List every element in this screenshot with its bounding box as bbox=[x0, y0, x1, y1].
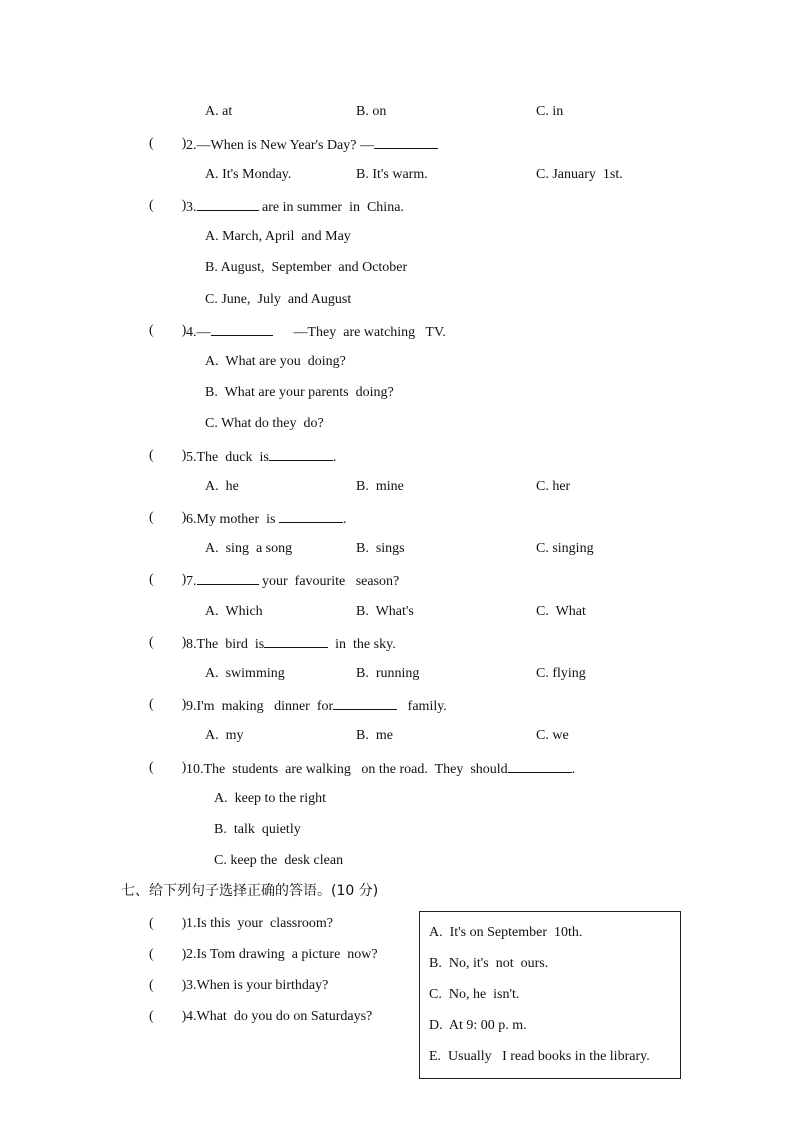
q2-blank bbox=[374, 135, 438, 149]
q4-question bbox=[186, 322, 446, 342]
q4-text-pre: 4.— bbox=[186, 325, 211, 340]
q10-question bbox=[186, 759, 575, 779]
q8-text-post: in the sky. bbox=[328, 637, 396, 652]
q3-option-c: C. June, July and August bbox=[205, 292, 352, 307]
q7-option-a: A. Which bbox=[205, 604, 263, 619]
q3-answer-paren: ( ) bbox=[149, 198, 187, 213]
q3-text-post: are in summer in China. bbox=[258, 200, 404, 215]
q4-answer-paren: ( ) bbox=[149, 323, 187, 338]
answer-choices-box bbox=[419, 911, 681, 1079]
q8-text-pre: 8.The bird is bbox=[186, 637, 265, 652]
q9-text-post: family. bbox=[397, 699, 447, 714]
q9-option-b: B. me bbox=[356, 728, 393, 743]
section7-heading: 七、给下列句子选择正确的答语。(10 分) bbox=[121, 883, 379, 899]
s7-q3-paren: ( ) bbox=[149, 978, 187, 993]
answer-d: D. At 9: 00 p. m. bbox=[429, 1018, 527, 1033]
q10-text-post: . bbox=[571, 762, 576, 777]
q6-option-a: A. sing a song bbox=[205, 541, 293, 556]
q9-text-pre: 9.I'm making dinner for bbox=[186, 699, 334, 714]
q6-question bbox=[186, 509, 346, 529]
q4-option-c: C. What do they do? bbox=[205, 416, 324, 431]
q2-option-b: B. It's warm. bbox=[356, 167, 428, 182]
q8-question bbox=[186, 634, 396, 654]
q7-option-c: C. What bbox=[536, 604, 586, 619]
q2-text: 2.—When is New Year's Day? — bbox=[186, 138, 374, 153]
q6-answer-paren: ( ) bbox=[149, 510, 187, 525]
q5-question bbox=[186, 447, 336, 467]
q8-answer-paren: ( ) bbox=[149, 635, 187, 650]
q7-text-pre: 7. bbox=[186, 574, 197, 589]
answer-c: C. No, he isn't. bbox=[429, 987, 520, 1002]
q9-answer-paren: ( ) bbox=[149, 697, 187, 712]
q6-option-b: B. sings bbox=[356, 541, 405, 556]
s7-q2-paren: ( ) bbox=[149, 947, 187, 962]
q10-answer-paren: ( ) bbox=[149, 760, 187, 775]
q8-option-a: A. swimming bbox=[205, 666, 285, 681]
q3-option-b: B. August, September and October bbox=[205, 260, 408, 275]
q3-blank bbox=[197, 197, 259, 211]
q5-text-pre: 5.The duck is bbox=[186, 450, 269, 465]
q5-blank bbox=[269, 447, 333, 461]
s7-q2-text: 2.Is Tom drawing a picture now? bbox=[186, 947, 378, 962]
q4-blank bbox=[211, 322, 273, 336]
q5-text-post: . bbox=[332, 450, 337, 465]
q9-option-a: A. my bbox=[205, 728, 244, 743]
q3-question bbox=[186, 197, 404, 217]
q6-text-post: . bbox=[342, 512, 347, 527]
q1-option-c: C. in bbox=[536, 104, 564, 119]
q1-option-a: A. at bbox=[205, 104, 233, 119]
q10-blank bbox=[508, 759, 572, 773]
q2-question bbox=[186, 135, 438, 155]
answer-a: A. It's on September 10th. bbox=[429, 925, 583, 940]
q5-option-b: B. mine bbox=[356, 479, 404, 494]
q8-option-b: B. running bbox=[356, 666, 420, 681]
q6-option-c: C. singing bbox=[536, 541, 594, 556]
q10-option-b: B. talk quietly bbox=[214, 822, 301, 837]
answer-e: E. Usually I read books in the library. bbox=[429, 1049, 650, 1064]
q5-option-a: A. he bbox=[205, 479, 239, 494]
q4-text-post: —They are watching TV. bbox=[272, 325, 446, 340]
q7-text-post: your favourite season? bbox=[258, 574, 400, 589]
q10-option-a: A. keep to the right bbox=[214, 791, 326, 806]
q7-answer-paren: ( ) bbox=[149, 572, 187, 587]
q3-text-pre: 3. bbox=[186, 200, 197, 215]
q9-question bbox=[186, 696, 447, 716]
q7-option-b: B. What's bbox=[356, 604, 414, 619]
q2-answer-paren: ( ) bbox=[149, 136, 187, 151]
s7-q3-text: 3.When is your birthday? bbox=[186, 978, 329, 993]
s7-q1-text: 1.Is this your classroom? bbox=[186, 916, 333, 931]
q7-question bbox=[186, 571, 399, 591]
q6-blank bbox=[279, 509, 343, 523]
s7-q1-paren: ( ) bbox=[149, 916, 187, 931]
q4-option-b: B. What are your parents doing? bbox=[205, 385, 394, 400]
q8-option-c: C. flying bbox=[536, 666, 586, 681]
q4-option-a: A. What are you doing? bbox=[205, 354, 346, 369]
q1-option-b: B. on bbox=[356, 104, 387, 119]
q10-option-c: C. keep the desk clean bbox=[214, 853, 344, 868]
q7-blank bbox=[197, 571, 259, 585]
q10-text-pre: 10.The students are walking on the road. They should bbox=[186, 762, 508, 777]
s7-q4-text: 4.What do you do on Saturdays? bbox=[186, 1009, 373, 1024]
q5-answer-paren: ( ) bbox=[149, 448, 187, 463]
q3-option-a: A. March, April and May bbox=[205, 229, 351, 244]
answer-b: B. No, it's not ours. bbox=[429, 956, 549, 971]
q8-blank bbox=[264, 634, 328, 648]
q2-option-a: A. It's Monday. bbox=[205, 167, 292, 182]
q9-blank bbox=[333, 696, 397, 710]
s7-q4-paren: ( ) bbox=[149, 1009, 187, 1024]
q2-option-c: C. January 1st. bbox=[536, 167, 623, 182]
q5-option-c: C. her bbox=[536, 479, 571, 494]
q6-text-pre: 6.My mother is bbox=[186, 512, 279, 527]
q9-option-c: C. we bbox=[536, 728, 569, 743]
